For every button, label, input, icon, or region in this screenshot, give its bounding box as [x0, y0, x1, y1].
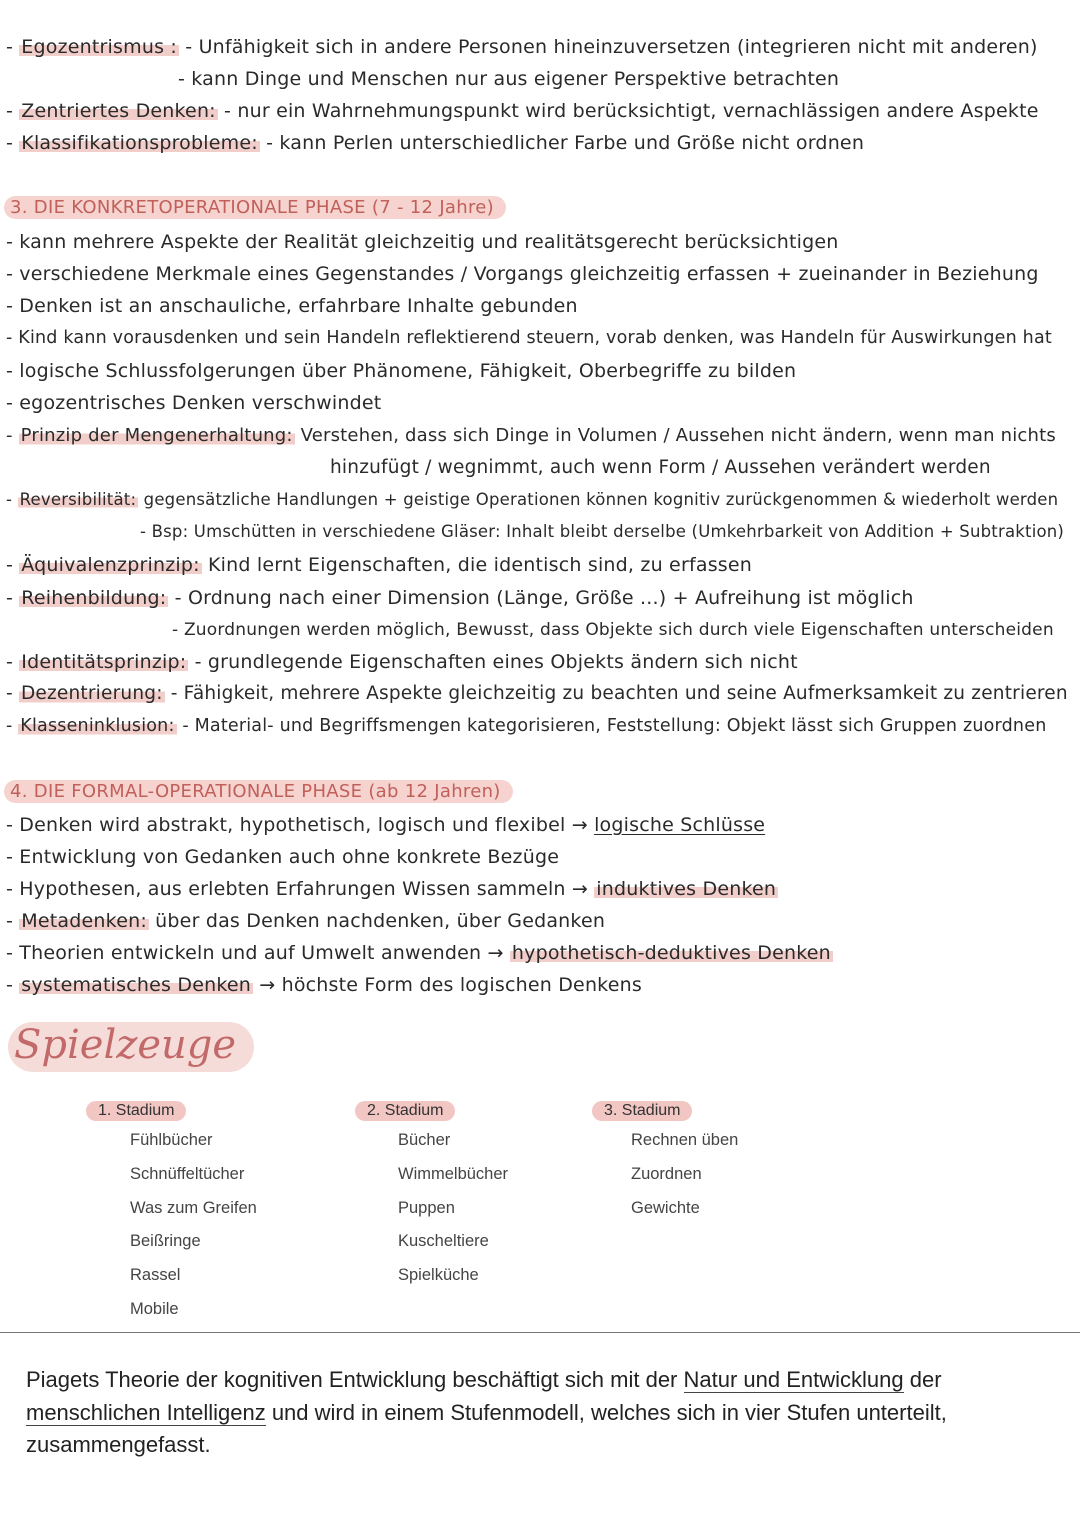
phase4-item: - Denken wird abstrakt, hypothetisch, logisch und flexibel → logische Schlüsse — [6, 814, 766, 836]
egozentrismus-term: Egozentrismus : — [21, 36, 178, 58]
spielzeuge-title: Spielzeuge — [8, 1022, 254, 1072]
summary-paragraph: Piagets Theorie der kognitiven Entwicklung beschäftigt sich mit der Natur und Entwicklung der menschlichen Intelligenz und wird in einem Stufenmodell, welches sich in vier Stufen unterteilt, zusammengefasst. — [26, 1367, 947, 1457]
phase4-item: - Theorien entwickeln und auf Umwelt anwenden → hypothetisch-deduktives Denken — [6, 942, 831, 964]
mengenerhaltung-term: Prinzip der Mengenerhaltung: — [20, 425, 293, 446]
toy-item: Gewichte — [631, 1198, 700, 1217]
egozentrismus-line: - Egozentrismus : - Unfähigkeit sich in andere Personen hineinzuversetzen (integrieren nicht mit anderen) — [6, 36, 1038, 58]
toy-item: Wimmelbücher — [398, 1164, 509, 1183]
toy-item: Schnüffeltücher — [130, 1164, 245, 1183]
mengenerhaltung-line: - Prinzip der Mengenerhaltung: Verstehen, dass sich Dinge in Volumen / Aussehen nicht ändern, wenn man nichts — [6, 425, 1056, 446]
klasseninklusion-line: - Klasseninklusion: - Material- und Begriffsmengen kategorisieren, Feststellung: Objekt lässt sich Gruppen zuordnen — [6, 716, 1047, 736]
mengenerhaltung-line-2: hinzufügt / wegnimmt, auch wenn Form / Aussehen verändert werden — [330, 457, 991, 478]
stage-column-2 — [355, 1100, 508, 1298]
phase4-item: - systematisches Denken → höchste Form des logischen Denkens — [6, 974, 642, 996]
egozentrismus-line-2: - kann Dinge und Menschen nur aus eigener Perspektive betrachten — [178, 68, 840, 90]
reihenbildung-line-2: - Zuordnungen werden möglich, Bewusst, dass Objekte sich durch viele Eigenschaften unterscheiden — [172, 620, 1054, 640]
phase3-item: - Denken ist an anschauliche, erfahrbare Inhalte gebunden — [6, 295, 578, 317]
toy-item: Zuordnen — [631, 1164, 702, 1183]
aequivalenz-term: Äquivalenzprinzip: — [21, 554, 200, 576]
reversibilitaet-example: - Bsp: Umschütten in verschiedene Gläser: Inhalt bleibt derselbe (Umkehrbarkeit von Addition + Subtraktion) — [140, 522, 1065, 541]
phase3-item: - verschiedene Merkmale eines Gegenstandes / Vorgangs gleichzeitig erfassen + zueinander in Beziehung — [6, 263, 1039, 285]
reihenbildung-term: Reihenbildung: — [21, 587, 167, 609]
summary-underline-1: Natur und Entwicklung — [683, 1367, 904, 1392]
toy-item: Fühlbücher — [130, 1131, 213, 1149]
toy-item: Puppen — [398, 1198, 455, 1217]
toy-item: Spielküche — [398, 1266, 479, 1285]
phase4-item: - Metadenken: über das Denken nachdenken, über Gedanken — [6, 910, 606, 932]
klassifikation-term: Klassifikationsprobleme: — [21, 132, 258, 154]
heading-phase-4: 4. DIE FORMAL-OPERATIONALE PHASE (ab 12 Jahren) — [4, 780, 513, 803]
phase3-item: - egozentrisches Denken verschwindet — [6, 392, 382, 414]
identitaet-term: Identitätsprinzip: — [21, 651, 187, 673]
toy-item: Rassel — [130, 1266, 181, 1285]
toy-item: Was zum Greifen — [130, 1198, 257, 1217]
toy-item: Kuscheltiere — [398, 1232, 489, 1251]
aequivalenz-line: - Äquivalenzprinzip: Kind lernt Eigenschaften, die identisch sind, zu erfassen — [6, 554, 753, 576]
reversibilitaet-line: - Reversibilität: gegensätzliche Handlungen + geistige Operationen können kognitiv zurückgenommen & wiederholt werden — [6, 490, 1059, 509]
logische-schluesse: logische Schlüsse — [594, 814, 766, 836]
zentriertes-denken-term: Zentriertes Denken: — [21, 100, 216, 122]
klasseninklusion-term: Klasseninklusion: — [20, 716, 175, 736]
toy-item: Rechnen üben — [631, 1131, 739, 1149]
phase3-item: - kann mehrere Aspekte der Realität gleichzeitig und realitätsgerecht berücksichtigen — [6, 231, 839, 253]
induktives-denken: induktives Denken — [596, 878, 777, 900]
reihenbildung-line: - Reihenbildung: - Ordnung nach einer Dimension (Länge, Größe ...) + Aufreihung ist möglich — [6, 587, 914, 609]
systematisches-denken: systematisches Denken — [21, 974, 251, 996]
toy-item: Beißringe — [130, 1232, 201, 1251]
dezentrierung-line: - Dezentrierung: - Fähigkeit, mehrere Aspekte gleichzeitig zu beachten und seine Aufmerksamkeit zu zentrieren — [6, 683, 1068, 704]
stage-label: 3. Stadium — [592, 1101, 692, 1121]
klassifikation-line: - Klassifikationsprobleme: - kann Perlen unterschiedlicher Farbe und Größe nicht ordnen — [6, 132, 865, 154]
toy-item: Mobile — [130, 1299, 179, 1318]
stage-column-1 — [86, 1100, 257, 1332]
identitaet-line: - Identitätsprinzip: - grundlegende Eigenschaften eines Objekts ändern sich nicht — [6, 651, 798, 673]
hypothetisch-deduktiv: hypothetisch-deduktives Denken — [511, 942, 831, 964]
phase4-item: - Entwicklung von Gedanken auch ohne konkrete Bezüge — [6, 846, 560, 868]
phase3-item: - Kind kann vorausdenken und sein Handeln reflektierend steuern, vorab denken, was Handeln für Auswirkungen hat — [6, 328, 1052, 348]
zentriertes-denken-line: - Zentriertes Denken: - nur ein Wahrnehmungspunkt wird berücksichtigt, vernachlässigen andere Aspekte — [6, 100, 1039, 122]
stage-column-3 — [592, 1100, 738, 1230]
reversibilitaet-term: Reversibilität: — [19, 490, 137, 509]
section-divider — [0, 1332, 1080, 1333]
toy-item: Bücher — [398, 1131, 451, 1149]
dezentrierung-term: Dezentrierung: — [20, 683, 163, 704]
heading-phase-3: 3. DIE KONKRETOPERATIONALE PHASE (7 - 12 Jahre) — [4, 196, 506, 219]
stage-label: 2. Stadium — [355, 1101, 455, 1121]
stage-label: 1. Stadium — [86, 1101, 186, 1121]
phase3-item: - logische Schlussfolgerungen über Phänomene, Fähigkeit, Oberbegriffe zu bilden — [6, 360, 797, 382]
metadenken-term: Metadenken: — [21, 910, 147, 932]
summary-underline-2: menschlichen Intelligenz — [26, 1399, 266, 1425]
phase4-item: - Hypothesen, aus erlebten Erfahrungen Wissen sammeln → induktives Denken — [6, 878, 777, 900]
